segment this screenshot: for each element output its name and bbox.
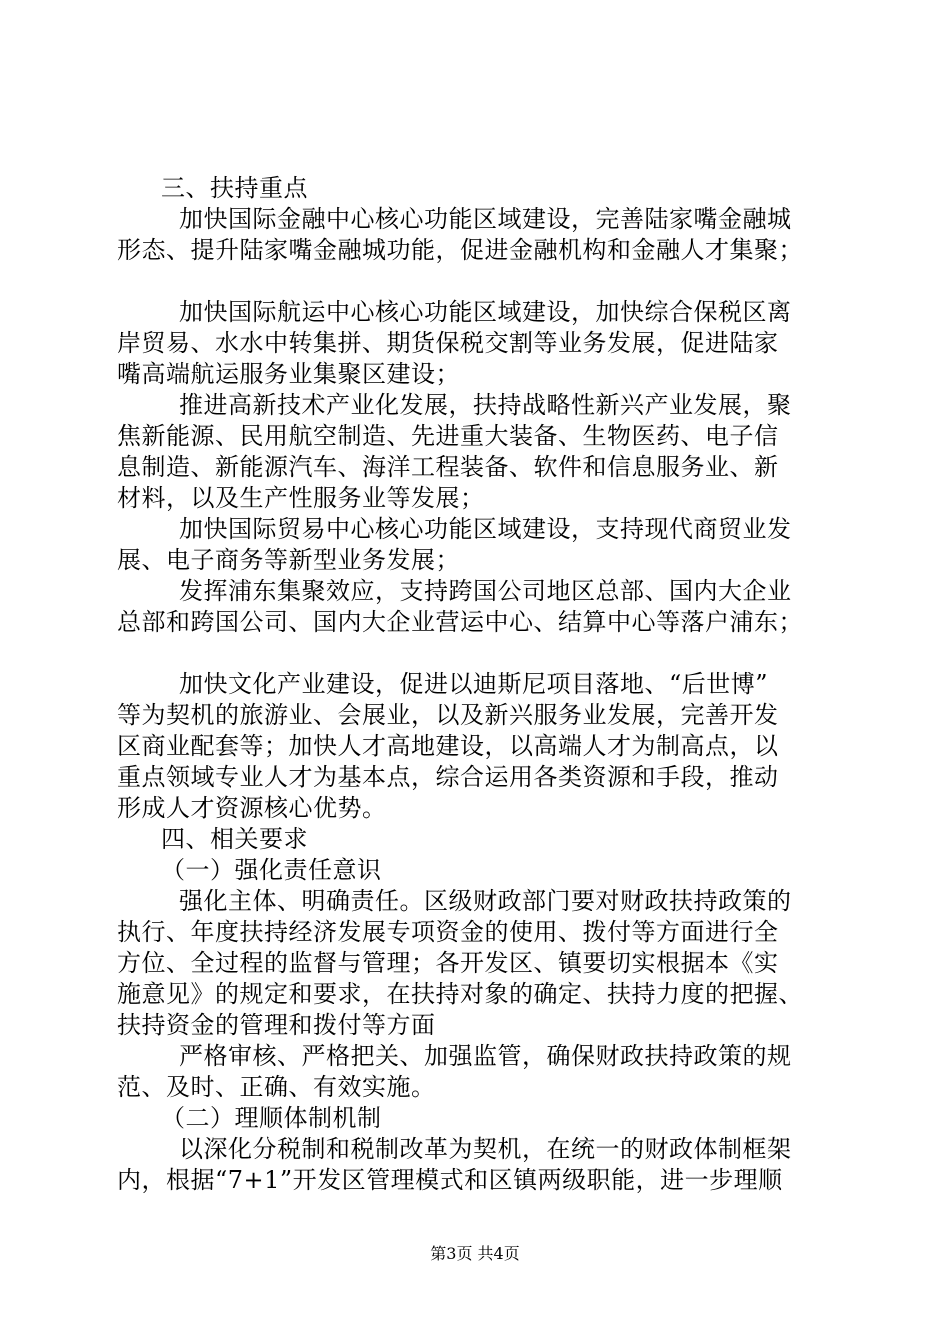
page-footer: 第3页 共4页 — [430, 1244, 520, 1263]
text-line: （二）理顺体制机制 — [161, 1104, 382, 1132]
text-line: 形态、提升陆家嘴金融城功能，促进金融机构和金融人才集聚； — [117, 236, 803, 264]
text-line: 扶持资金的管理和拨付等方面 — [117, 1011, 436, 1039]
text-line: 息制造、新能源汽车、海洋工程装备、软件和信息服务业、新 — [117, 453, 779, 481]
text-line: 严格审核、严格把关、加强监管，确保财政扶持政策的规 — [179, 1042, 792, 1070]
text-line: 以深化分税制和税制改革为契机，在统一的财政体制框架 — [179, 1135, 792, 1163]
text-line: 强化主体、明确责任。区级财政部门要对财政扶持政策的 — [179, 887, 792, 915]
blank-line — [117, 638, 837, 669]
text-line: 加快国际航运中心核心功能区域建设，加快综合保税区离 — [179, 298, 792, 326]
text-line: 总部和跨国公司、国内大企业营运中心、结算中心等落户浦东； — [117, 608, 803, 636]
text-line: 执行、年度扶持经济发展专项资金的使用、拨付等方面进行全 — [117, 918, 779, 946]
text-line: 施意见》的规定和要求，在扶持对象的确定、扶持力度的把握、 — [117, 980, 803, 1008]
text-line: 方位、全过程的监督与管理；各开发区、镇要切实根据本《实 — [117, 949, 779, 977]
text-line: 嘴高端航运服务业集聚区建设； — [117, 360, 460, 388]
text-line: 四、相关要求 — [161, 825, 308, 853]
text-line: （一）强化责任意识 — [161, 856, 382, 884]
text-line: 材料，以及生产性服务业等发展； — [117, 484, 485, 512]
text-line: 展、电子商务等新型业务发展； — [117, 546, 460, 574]
text-line: 发挥浦东集聚效应，支持跨国公司地区总部、国内大企业 — [179, 577, 792, 605]
text-line: 推进高新技术产业化发展，扶持战略性新兴产业发展，聚 — [179, 391, 792, 419]
text-line: 范、及时、正确、有效实施。 — [117, 1073, 436, 1101]
text-line: 加快国际贸易中心核心功能区域建设，支持现代商贸业发 — [179, 515, 792, 543]
text-line: 加快文化产业建设，促进以迪斯尼项目落地、“后世博” — [179, 670, 769, 698]
text-line: 等为契机的旅游业、会展业，以及新兴服务业发展，完善开发 — [117, 701, 779, 729]
text-line: 焦新能源、民用航空制造、先进重大装备、生物医药、电子信 — [117, 422, 779, 450]
text-line: 内，根据“7+1”开发区管理模式和区镇两级职能，进一步理顺 — [117, 1166, 783, 1194]
text-line: 重点领域专业人才为基本点，综合运用各类资源和手段，推动 — [117, 763, 779, 791]
blank-line — [117, 266, 837, 297]
text-line: 岸贸易、水水中转集拼、期货保税交割等业务发展，促进陆家 — [117, 329, 779, 357]
document-body — [117, 173, 837, 1196]
text-line: 形成人才资源核心优势。 — [117, 794, 387, 822]
text-line: 三、扶持重点 — [161, 174, 308, 202]
text-line: 区商业配套等；加快人才高地建设，以高端人才为制高点，以 — [117, 732, 779, 760]
text-line: 加快国际金融中心核心功能区域建设，完善陆家嘴金融城 — [179, 205, 792, 233]
